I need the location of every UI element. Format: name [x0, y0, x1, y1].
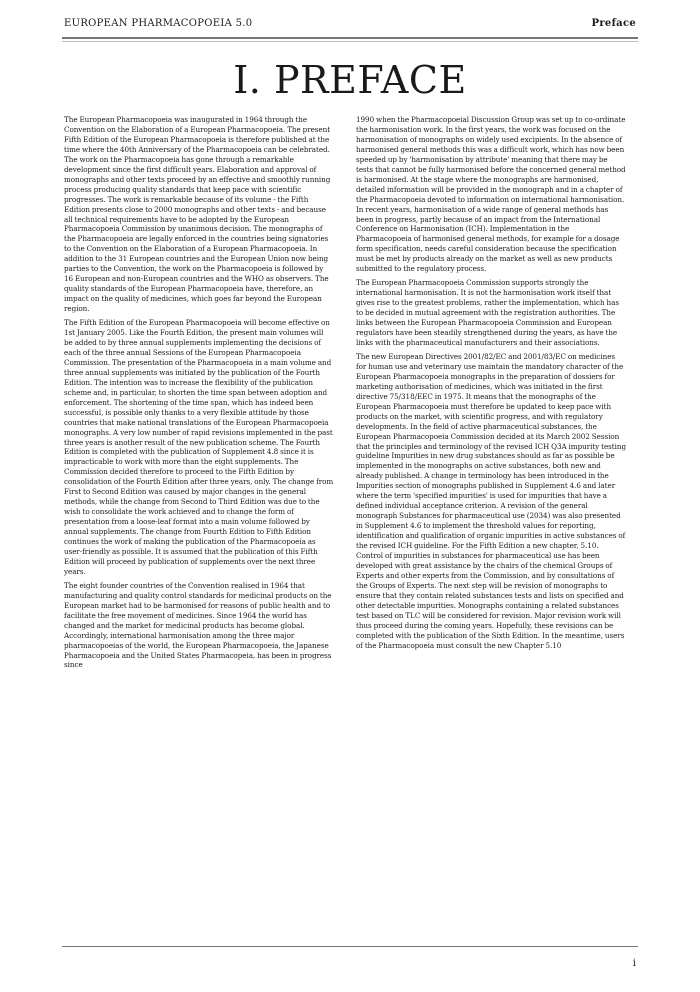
footer-rule: [62, 946, 638, 947]
page-title: I. PREFACE: [233, 58, 467, 102]
header-rule: [62, 37, 638, 39]
header-section-title: Preface: [591, 18, 636, 29]
page-number: i: [632, 958, 636, 969]
paragraph: The new European Directives 2001/82/EC and 2001/83/EC on medicines for human use and veterinary use maintain the mandatory character of the European Pharmacopoeia monographs in the preparation of dossiers for marketing authorisation of medicines, which was initiated in the first directive 75/318/EEC in 1975. It means that the monographs of the European Pharmacopoeia must therefore be updated to keep pace with products on the market, with scientific progress, and with regulatory developments. In the field of active pharmaceutical substances, the European Pharmacopoeia Commission decided at its March 2002 Session that the principles and terminology of the revised ICH Q3A impurity testing guideline Impurities in new drug substances should as far as possible be implemented in the monographs on active substances, both new and already published. A change in terminology has been introduced in the Impurities section of monographs published in Supplement 4.6 and later where the term 'specified impurities' is used for impurities that have a defined individual acceptance criterion. A revision of the general monograph Substances for pharmaceutical use (2034) was also presented in Supplement 4.6 to implement the threshold values for reporting, identification and qualification of organic impurities in active substances of the revised ICH guideline. For the Fifth Edition a new chapter, 5.10. Control of impurities in substances for pharmaceutical use has been developed with great assistance by the chairs of the chemical Groups of Experts and other experts from the Commission, and by consultations of the Groups of Experts. The next step will be revision of monographs to ensure that they contain related substances tests and lists on specified and other detectable impurities. Monographs containing a related substances test based on TLC will be considered for revision. Major revision work will thus proceed during the coming years. Hopefully, these revisions can be completed with the publication of the Sixth Edition. In the meantime, users of the Pharmacopoeia must consult the new Chapter 5.10: [356, 351, 627, 650]
paragraph: 1990 when the Pharmacopoeial Discussion Group was set up to co-ordinate the harmonisation work. In the first years, the work was focused on the harmonisation of monographs on widely used excipients. In the absence of harmonised general methods this was a difficult work, which has now been speeded up by 'harmonisation by attribute' meaning that there may be tests that cannot be fully harmonised before the concerned general method is harmonised. At the stage where the monographs are harmonised, detailed information will be provided in the monograph and in a chapter of the Pharmacopoeia devoted to information on international harmonisation. In recent years, harmonisation of a wide range of general methods has been in progress, partly because of an impact from the International Conference on Harmonisation (ICH). Implementation in the Pharmacopoeia of harmonised general methods, for example for a dosage form specification, needs careful consideration because the specification must be met by products already on the market as well as new products submitted to the regulatory process.: [356, 115, 626, 274]
running-header: [64, 18, 636, 29]
right-column: [356, 115, 626, 655]
header-rule-thin: [62, 41, 638, 42]
header-publication-title: EUROPEAN PHARMACOPOEIA 5.0: [64, 18, 253, 29]
left-column: [64, 115, 334, 674]
paragraph: The eight founder countries of the Convention realised in 1964 that manufacturing and quality control standards for medicinal products on the European market had to be harmonised for reasons of public health and to facilitate the free movement of medicines. Since 1964 the world has changed and the market for medicinal products has become global. Accordingly, international harmonisation among the three major pharmacopoeias of the world, the European Pharmacopoeia, the Japanese Pharmacopoeia and the United States Pharmacopeia, has been in progress since: [64, 580, 332, 670]
paragraph: The Fifth Edition of the European Pharmacopoeia will become effective on 1st January 2005. Like the Fourth Edition, the present main volumes will be added to by three annual supplements implementing the decisions of each of the three annual Sessions of the European Pharmacopoeia Commission. The presentation of the Pharmacopoeia in a main volume and three annual supplements was initiated by the publication of the Fourth Edition. The intention was to increase the flexibility of the publication scheme and, in particular, to shorten the time span between adoption and enforcement. The shortening of the time span, which has indeed been successful, is possible only thanks to a very flexible attitude by those countries that make national translations of the European Pharmacopoeia monographs. A very low number of rapid revisions implemented in the past three years is another result of the new publication scheme. The Fourth Edition is completed with the publication of Supplement 4.8 since it is impracticable to work with more than the eight supplements. The Commission decided therefore to proceed to the Fifth Edition by consolidation of the Fourth Edition after three years, only. The change from First to Second Edition was caused by major changes in the general methods, while the change from Second to Third Edition was due to the wish to consolidate the work achieved and to change the form of presentation from a loose-leaf format into a main volume followed by annual supplements. The change from Fourth Edition to Fifth Edition continues the work of making the publication of the Pharmacopoeia as user-friendly as possible. It is assumed that the publication of this Fifth Edition will proceed by publication of supplements over the next three years.: [64, 318, 334, 576]
paragraph: The European Pharmacopoeia Commission supports strongly the international harmonisation. It is not the harmonisation work itself that gives rise to the greatest problems, rather the implementation, which has to be decided in mutual agreement with the registration authorities. The links between the European Pharmacopoeia Commission and European regulators have been steadily strengthened during the years, as have the links with the pharmaceutical manufacturers and their associations.: [356, 278, 619, 347]
body-columns: [64, 115, 636, 933]
paragraph: The European Pharmacopoeia was inaugurated in 1964 through the Convention on the Elaboration of a European Pharmacopoeia. The present Fifth Edition of the European Pharmacopoeia is therefore published at the time where the 40th Anniversary of the Pharmacopoeia can be celebrated. The work on the Pharmacopoeia has gone through a remarkable development since the first difficult years. Elaboration and approval of monographs and other texts proceed by an effective and smoothly running process producing quality standards that keep pace with scientific progresses. The work is remarkable because of its volume - the Fifth Edition presents close to 2000 monographs and other texts - and because all technical requirements have to be adopted by the European Pharmacopoeia Commission by unanimous decision. The monographs of the Pharmacopoeia are legally enforced in the countries being signatories to the Convention on the Elaboration of a European Pharmacopoeia. In addition to the 31 European countries and the European Union now being parties to the Convention, the work on the Pharmacopoeia is followed by 16 European and non-European countries and the WHO as observers. The quality standards of the European Pharmacopoeia have, therefore, an impact on the quality of medicines, which goes far beyond the European region.: [64, 115, 331, 314]
